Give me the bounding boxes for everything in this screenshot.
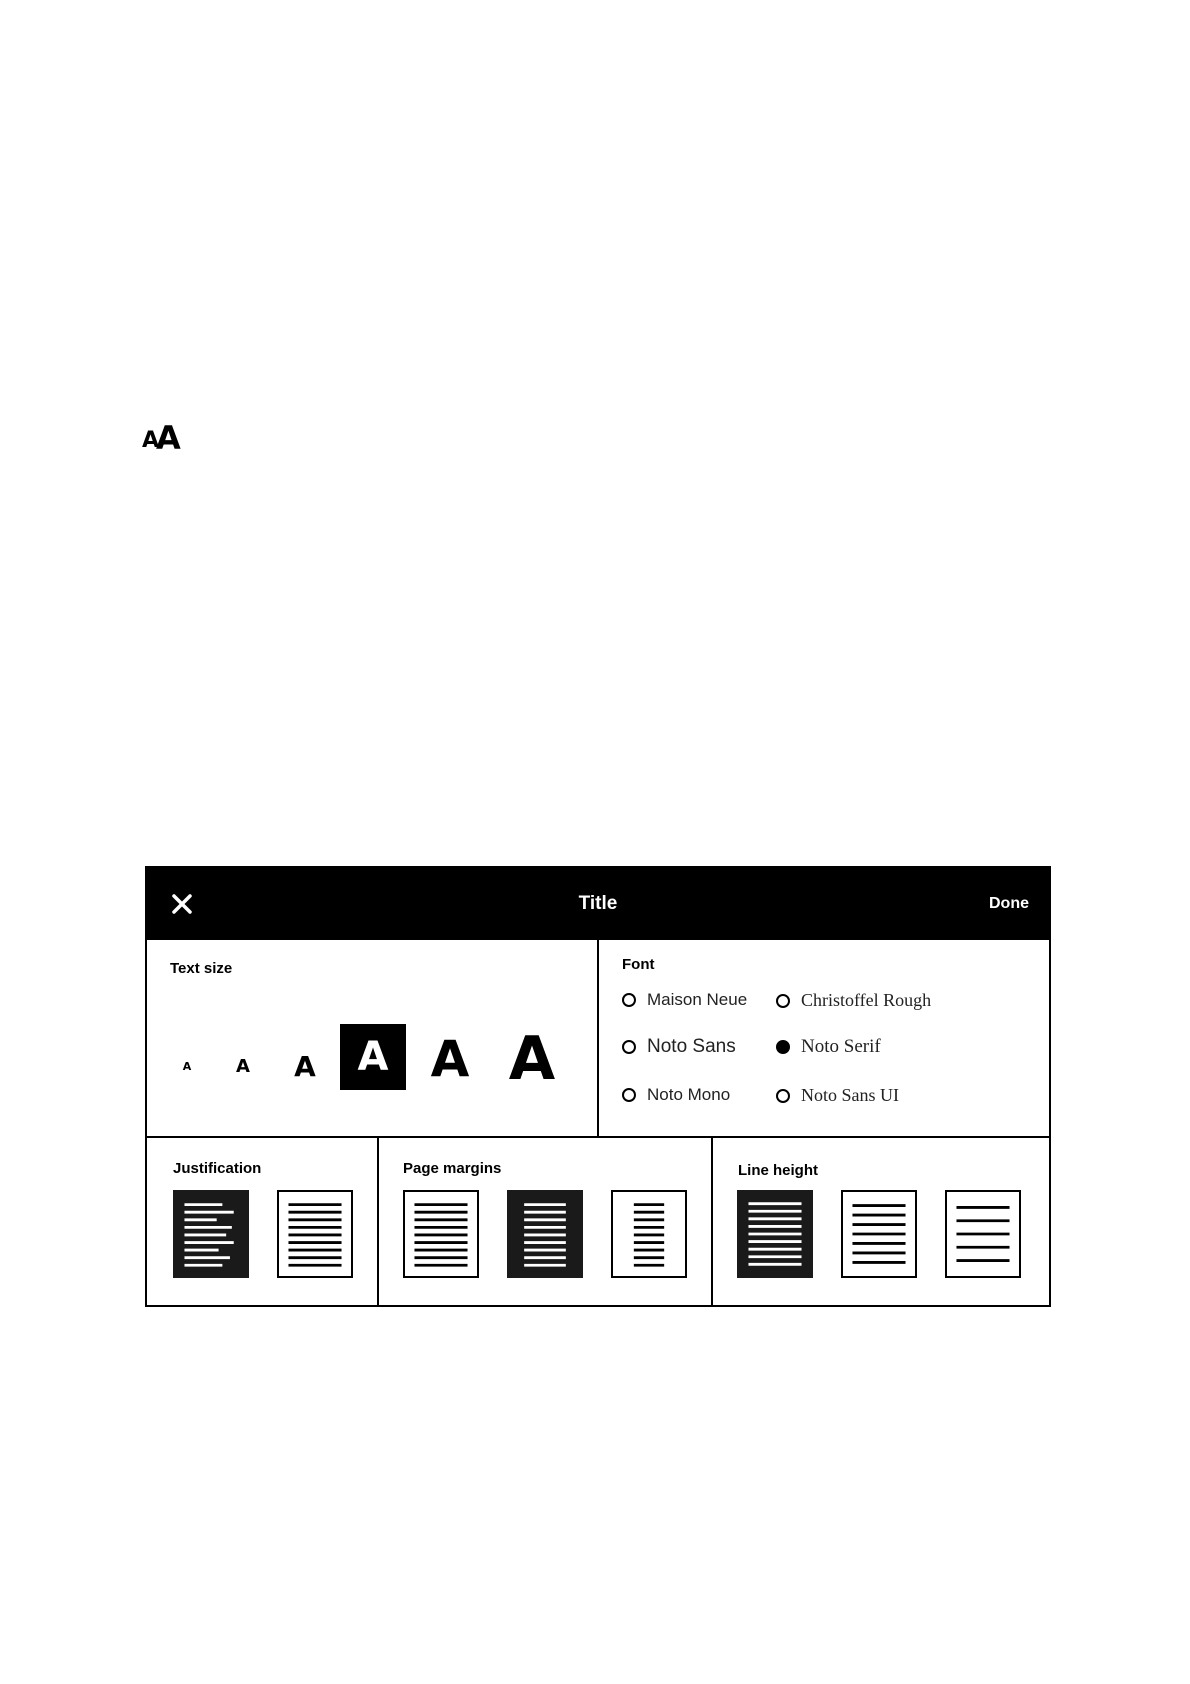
font-option-label: Noto Serif	[801, 1036, 881, 1057]
radio-unchecked-icon	[622, 1088, 636, 1102]
font-option-label: Noto Mono	[647, 1085, 731, 1104]
panel-title: Title	[578, 893, 618, 914]
font-label: Font	[622, 956, 655, 973]
line-height-label: Line height	[738, 1162, 818, 1179]
done-button[interactable]: Done	[989, 895, 1029, 912]
line-height-compact-icon[interactable]	[737, 1190, 813, 1278]
svg-text:A: A	[142, 428, 160, 452]
font-option-noto-mono[interactable]	[622, 1085, 730, 1105]
text-size-section	[147, 940, 599, 1138]
font-option-label: Christoffel Rough	[801, 990, 932, 1010]
font-option-label: Noto Sans	[647, 1036, 736, 1057]
page-margins-section	[379, 1138, 713, 1305]
page-margins-large-icon[interactable]	[611, 1190, 687, 1278]
font-option-christoffel-rough[interactable]	[776, 990, 931, 1011]
text-size-option-4-selected[interactable]: A	[340, 1024, 406, 1090]
font-option-label: Maison Neue	[647, 990, 748, 1009]
font-option-noto-sans-ui[interactable]	[776, 1085, 899, 1106]
panel-header	[147, 868, 1049, 940]
page-margins-small-icon[interactable]	[403, 1190, 479, 1278]
radio-checked-icon	[776, 1040, 790, 1054]
text-size-option-5[interactable]: A	[430, 1030, 470, 1088]
page-margins-medium-icon[interactable]	[507, 1190, 583, 1278]
line-height-section	[713, 1138, 1049, 1305]
justification-section	[147, 1138, 379, 1305]
justification-label: Justification	[173, 1160, 262, 1177]
text-size-option-1[interactable]: A	[182, 1059, 192, 1073]
radio-unchecked-icon	[622, 1040, 636, 1054]
font-option-maison-neue[interactable]	[622, 990, 747, 1010]
text-size-option-3[interactable]: A	[294, 1049, 316, 1083]
text-size-option-2[interactable]: A	[236, 1055, 250, 1077]
radio-unchecked-icon	[622, 993, 636, 1007]
radio-unchecked-icon	[776, 994, 790, 1008]
justification-left-aligned-icon[interactable]	[173, 1190, 249, 1278]
font-section	[599, 940, 1049, 1138]
line-height-normal-icon[interactable]	[841, 1190, 917, 1278]
line-height-wide-icon[interactable]	[945, 1190, 1021, 1278]
font-option-noto-sans[interactable]	[622, 1036, 736, 1058]
text-size-label: Text size	[170, 960, 233, 977]
radio-unchecked-icon	[776, 1089, 790, 1103]
text-settings-panel	[145, 866, 1051, 1307]
page-margins-label: Page margins	[403, 1160, 502, 1177]
text-settings-aa-icon[interactable]	[142, 418, 184, 452]
font-option-noto-serif[interactable]	[776, 1036, 881, 1058]
svg-text:A: A	[156, 419, 181, 452]
font-option-label: Noto Sans UI	[801, 1085, 899, 1105]
justification-justified-icon[interactable]	[277, 1190, 353, 1278]
text-size-option-6[interactable]: A	[508, 1024, 556, 1094]
